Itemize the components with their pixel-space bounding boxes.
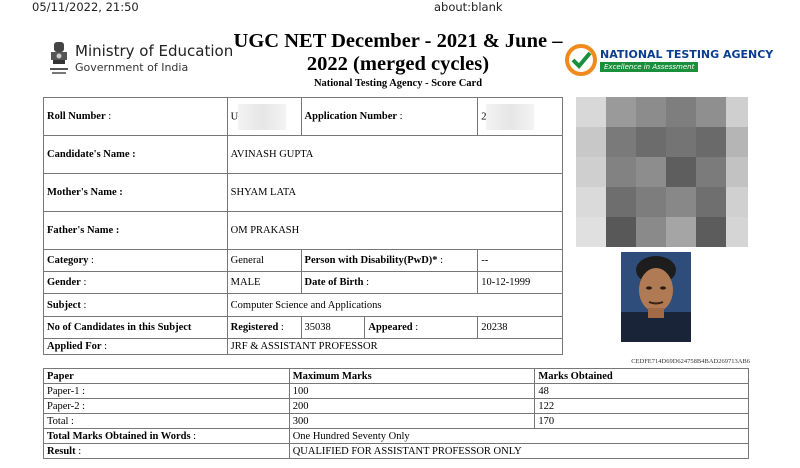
name-label: Candidate's Name : — [44, 136, 228, 174]
ministry-name: Ministry of Education — [75, 42, 234, 60]
pwd-label-cell: Person with Disability(PwD)* : — [301, 250, 478, 272]
candidate-table — [43, 97, 563, 355]
pwd-value: -- — [478, 250, 563, 272]
roll-label: Roll Number — [47, 111, 106, 122]
paper2-max: 200 — [289, 399, 535, 414]
paper1-label: Paper-1 : — [44, 384, 290, 399]
category-label: Category — [47, 255, 89, 266]
mother-label: Mother's Name : — [44, 174, 228, 212]
category-label-cell: Category : — [44, 250, 228, 272]
pwd-label: Person with Disability(PwD)* — [304, 255, 438, 266]
registered-label-cell: Registered : — [227, 317, 301, 339]
page-title: UGC NET December - 2021 & June – 2022 (merged cycles) — [233, 30, 563, 75]
nta-check-icon — [565, 44, 597, 76]
subject-value: Computer Science and Applications — [227, 294, 562, 317]
app-value — [478, 98, 563, 136]
app-redaction — [486, 104, 534, 130]
applied-label-cell: Applied For : — [44, 339, 228, 355]
candidate-name: AVINASH GUPTA — [227, 136, 562, 174]
paper1-max: 100 — [289, 384, 535, 399]
app-label-cell: Application Number : — [301, 98, 478, 136]
marks-header-paper: Paper — [44, 369, 290, 384]
nta-tagline: Excellence in Assessment — [600, 62, 698, 72]
applied-label: Applied For — [47, 341, 102, 352]
marks-header-obtained: Marks Obtained — [535, 369, 749, 384]
table-row — [44, 414, 749, 429]
words-label: Total Marks Obtained in Words — [47, 430, 191, 442]
candidates-label: No of Candidates in this Subject — [44, 317, 228, 339]
table-row — [44, 399, 749, 414]
subject-label-cell: Subject : — [44, 294, 228, 317]
mother-name: SHYAM LATA — [227, 174, 562, 212]
paper1-obtained: 48 — [535, 384, 749, 399]
appeared-label-cell: Appeared : — [365, 317, 478, 339]
roll-redaction — [238, 104, 286, 130]
dob-label: Date of Birth — [304, 277, 364, 288]
candidate-photo-pixelated — [576, 97, 748, 247]
print-url: about:blank — [434, 0, 503, 14]
marks-table — [43, 368, 749, 459]
app-label: Application Number — [304, 111, 398, 122]
app-prefix: 2 — [481, 110, 487, 122]
candidate-photo — [621, 252, 691, 342]
gender-value: MALE — [227, 272, 301, 294]
father-name: OM PRAKASH — [227, 212, 562, 250]
nta-name: NATIONAL TESTING AGENCY — [600, 48, 774, 61]
total-obtained: 170 — [535, 414, 749, 429]
result-value: QUALIFIED FOR ASSISTANT PROFESSOR ONLY — [289, 444, 748, 459]
words-label-cell: Total Marks Obtained in Words : — [44, 429, 290, 444]
total-max: 300 — [289, 414, 535, 429]
applied-value: JRF & ASSISTANT PROFESSOR — [227, 339, 562, 355]
subject-label: Subject — [47, 299, 81, 311]
result-label: Result — [47, 445, 76, 457]
gender-label: Gender — [47, 277, 81, 288]
table-row — [44, 384, 749, 399]
dob-label-cell: Date of Birth : — [301, 272, 478, 294]
registered-label: Registered — [230, 322, 279, 333]
total-label: Total : — [44, 414, 290, 429]
roll-value — [227, 98, 301, 136]
roll-label-cell: Roll Number : — [44, 98, 228, 136]
paper2-label: Paper-2 : — [44, 399, 290, 414]
appeared-label: Appeared — [368, 322, 413, 333]
registered-value: 35038 — [301, 317, 365, 339]
ashoka-emblem-icon — [48, 40, 70, 78]
result-label-cell: Result : — [44, 444, 290, 459]
category-value: General — [227, 250, 301, 272]
father-label: Father's Name : — [44, 212, 228, 250]
marks-header-max: Maximum Marks — [289, 369, 535, 384]
roll-prefix: U — [230, 110, 239, 122]
paper2-obtained: 122 — [535, 399, 749, 414]
government-label: Government of India — [75, 61, 189, 74]
print-datetime: 05/11/2022, 21:50 — [32, 0, 139, 14]
words-value: One Hundred Seventy Only — [289, 429, 748, 444]
dob-value: 10-12-1999 — [478, 272, 563, 294]
gender-label-cell: Gender : — [44, 272, 228, 294]
page-subtitle: National Testing Agency - Score Card — [313, 78, 483, 89]
verification-code: CEDFE714D69D624758B4BAD269713AB6 — [631, 358, 750, 365]
appeared-value: 20238 — [478, 317, 563, 339]
